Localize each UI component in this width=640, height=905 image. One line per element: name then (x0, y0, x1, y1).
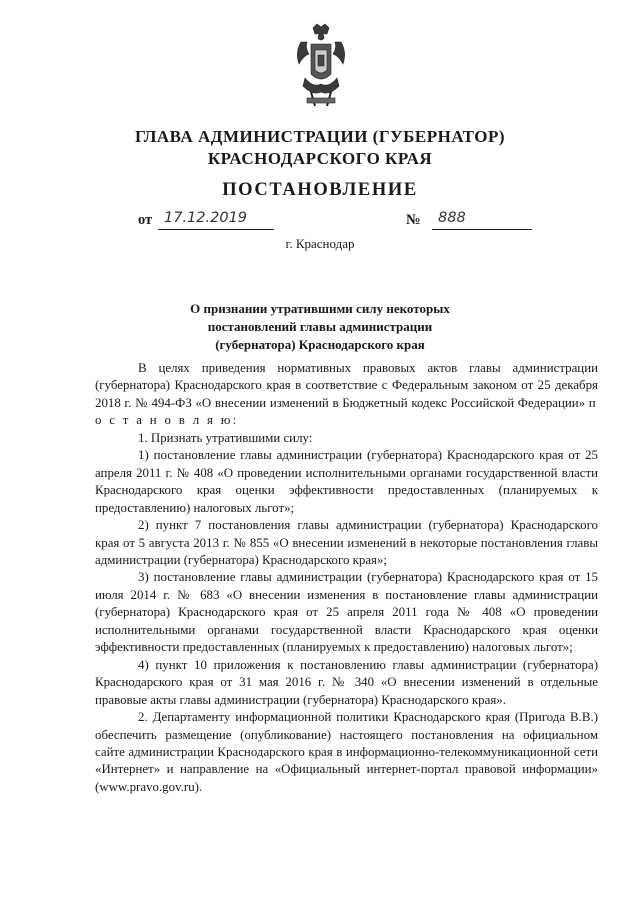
item-1-3: 3) постановление главы администрации (губернатора) Краснодарского края от 15 июля 2014 г. № 683 «О внесении изменения в постановление главы администрации (губернатора) Краснодарского края от 25 апреля 2011 года № 408 «О проведении исполнительными органами государственной власти Краснодарского края оценки эффективности предоставленных (планируемых к предоставлению) налоговых льгот»; (95, 570, 598, 655)
item-1-4: 4) пункт 10 приложения к постановлению главы администрации (губернатора) Краснодарского края от 31 мая 2016 г. № 340 «О внесении изменений в отдельные правовые акты главы администрации (губернатора) Краснодарского края». (95, 657, 598, 707)
intro-paragraph (95, 360, 598, 430)
item-1-2: 2) пункт 7 постановления главы администрации (губернатора) Краснодарского края от 5 августа 2013 г. № 855 «О внесении изменений в некоторые постановления главы администрации (губернатора) Краснодарского края»; (95, 518, 598, 567)
date-prefix: от (138, 212, 153, 228)
subject-line: постановлений главы администрации (207, 319, 433, 334)
issuer-header-line2: КРАСНОДАРСКОГО КРАЯ (207, 149, 433, 168)
date-number-row (138, 210, 538, 234)
item-1: 1. Признать утратившими силу: (138, 430, 313, 445)
coat-of-arms-icon (293, 22, 349, 108)
issuer-header-line1: ГЛАВА АДМИНИСТРАЦИИ (ГУБЕРНАТОР) (134, 127, 505, 146)
subject-line: О признании утратившими силу некоторых (190, 301, 450, 316)
item-2: 2. Департаменту информационной политики Краснодарского края (Пригода В.В.) обеспечить размещение (опубликование) настоящего постановления на официальном сайте администрации Краснодарского края в информационно-телекоммуникационной сети «Интернет» и направление на «Официальный интернет-портал правовой информации» (www.pravo.gov.ru). (95, 710, 598, 794)
subject-heading (170, 300, 470, 354)
date-field: 17.12.2019 (158, 210, 274, 230)
document-body (95, 360, 598, 796)
city: г. Краснодар (285, 236, 355, 251)
number-prefix: № (406, 212, 421, 228)
subject-line: (губернатора) Краснодарского края (215, 337, 425, 352)
document-title: ПОСТАНОВЛЕНИЕ (222, 180, 418, 200)
intro-text: В целях приведения нормативных правовых актов главы администрации (губернатора) Краснодарского края в соответствие с Федеральным законом от 25 декабря 2018 г. № 494-ФЗ «О внесении изменений в Бюджетный кодекс Российской Федерации» (95, 361, 598, 410)
decree-word: п о с т а н о в л я ю: (95, 395, 598, 428)
item-1-1: 1) постановление главы администрации (губернатора) Краснодарского края от 25 апреля 2011 г. № 408 «О проведении исполнительными органами государственной власти Краснодарского края оценки эффективности предоставленных (планируемых к предоставлению) налоговых льгот»; (95, 448, 598, 515)
number-field: 888 (432, 210, 532, 230)
